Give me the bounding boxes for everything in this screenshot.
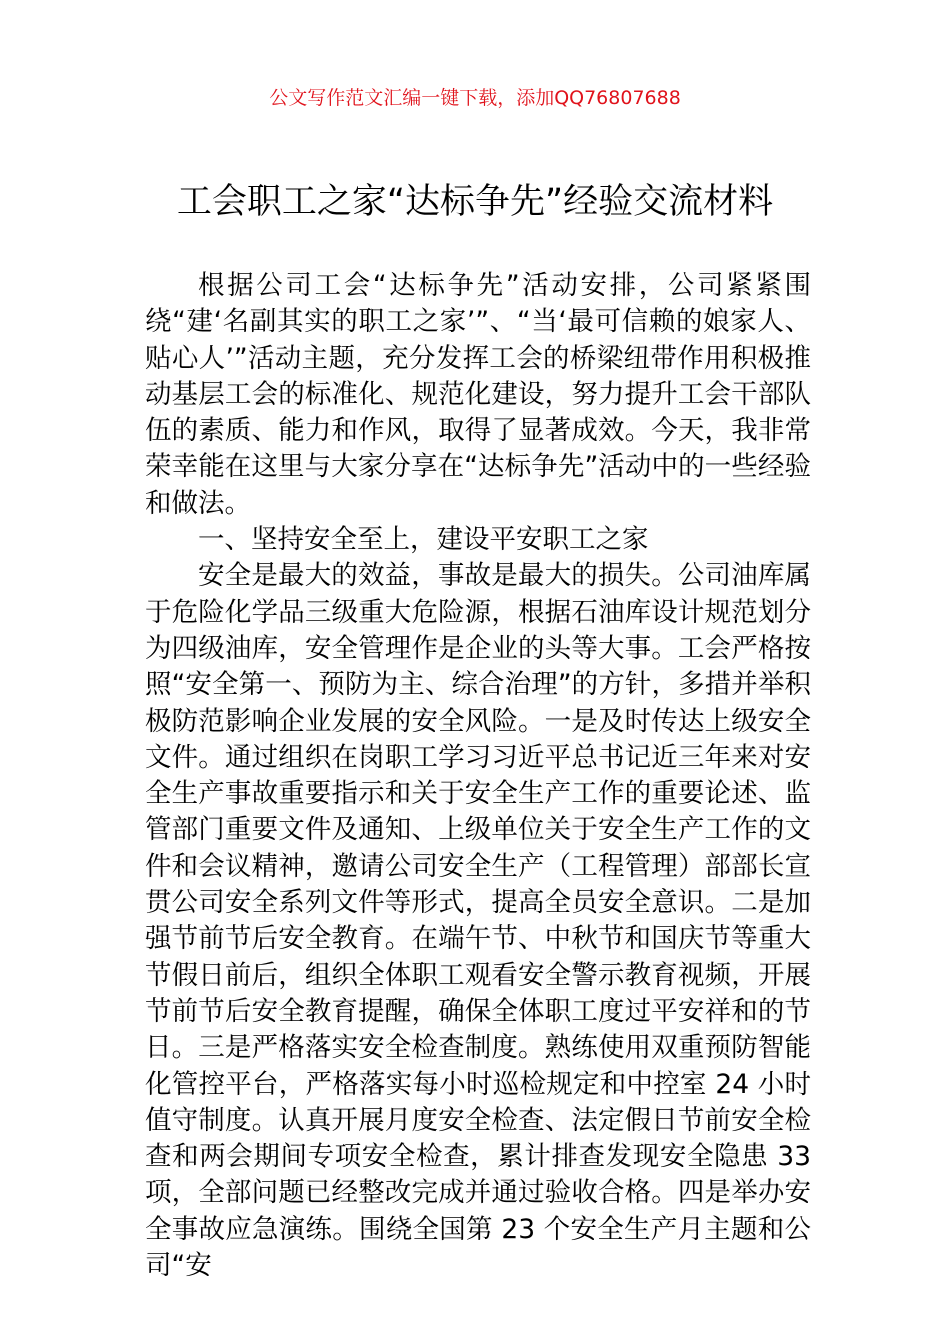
document-body xyxy=(145,268,811,1284)
promo-banner: 公文写作范文汇编一键下载，添加QQ76807688 xyxy=(269,87,681,109)
paragraph-safety: 安全是最大的效益，事故是最大的损失。公司油库属于危险化学品三级重大危险源，根据石油库设计规范划分为四级油库，安全管理作是企业的头等大事。工会严格按照“安全第一、预防为主、综合治理”的方针，多措并举积极防范影响企业发展的安全风险。一是及时传达上级安全文件。通过组织在岗职工学习习近平总书记近三年来对安全生产事故重要指示和关于安全生产工作的重要论述、监管部门重要文件及通知、上级单位关于安全生产工作的文件和会议精神，邀请公司安全生产（工程管理）部部长宣贯公司安全系列文件等形式，提高全员安全意识。二是加强节前节后安全教育。在端午节、中秋节和国庆节等重大节假日前后，组织全体职工观看安全警示教育视频，开展节前节后安全教育提醒，确保全体职工度过平安祥和的节日。三是严格落实安全检查制度。熟练使用双重预防智能化管控平台，严格落实每小时巡检规定和中控室 24 小时值守制度。认真开展月度安全检查、法定假日节前安全检查和两会期间专项安全检查，累计排查发现安全隐患 33 项，全部问题已经整改完成并通过验收合格。四是举办安全事故应急演练。围绕全国第 23 个安全生产月主题和公司“安 xyxy=(145,560,811,1282)
document-title: 工会职工之家“达标争先”经验交流材料 xyxy=(176,182,774,222)
section-heading-1: 一、坚持安全至上，建设平安职工之家 xyxy=(198,524,649,556)
paragraph-intro: 根据公司工会“达标争先”活动安排，公司紧紧围绕“建‘名副其实的职工之家’”、“当‘最可信赖的娘家人、贴心人’”活动主题，充分发挥工会的桥梁纽带作用积极推动基层工会的标准化、规范化建设，努力提升工会干部队伍的素质、能力和作风，取得了显著成效。今天，我非常荣幸能在这里与大家分享在“达标争先”活动中的一些经验和做法。 xyxy=(145,270,811,519)
